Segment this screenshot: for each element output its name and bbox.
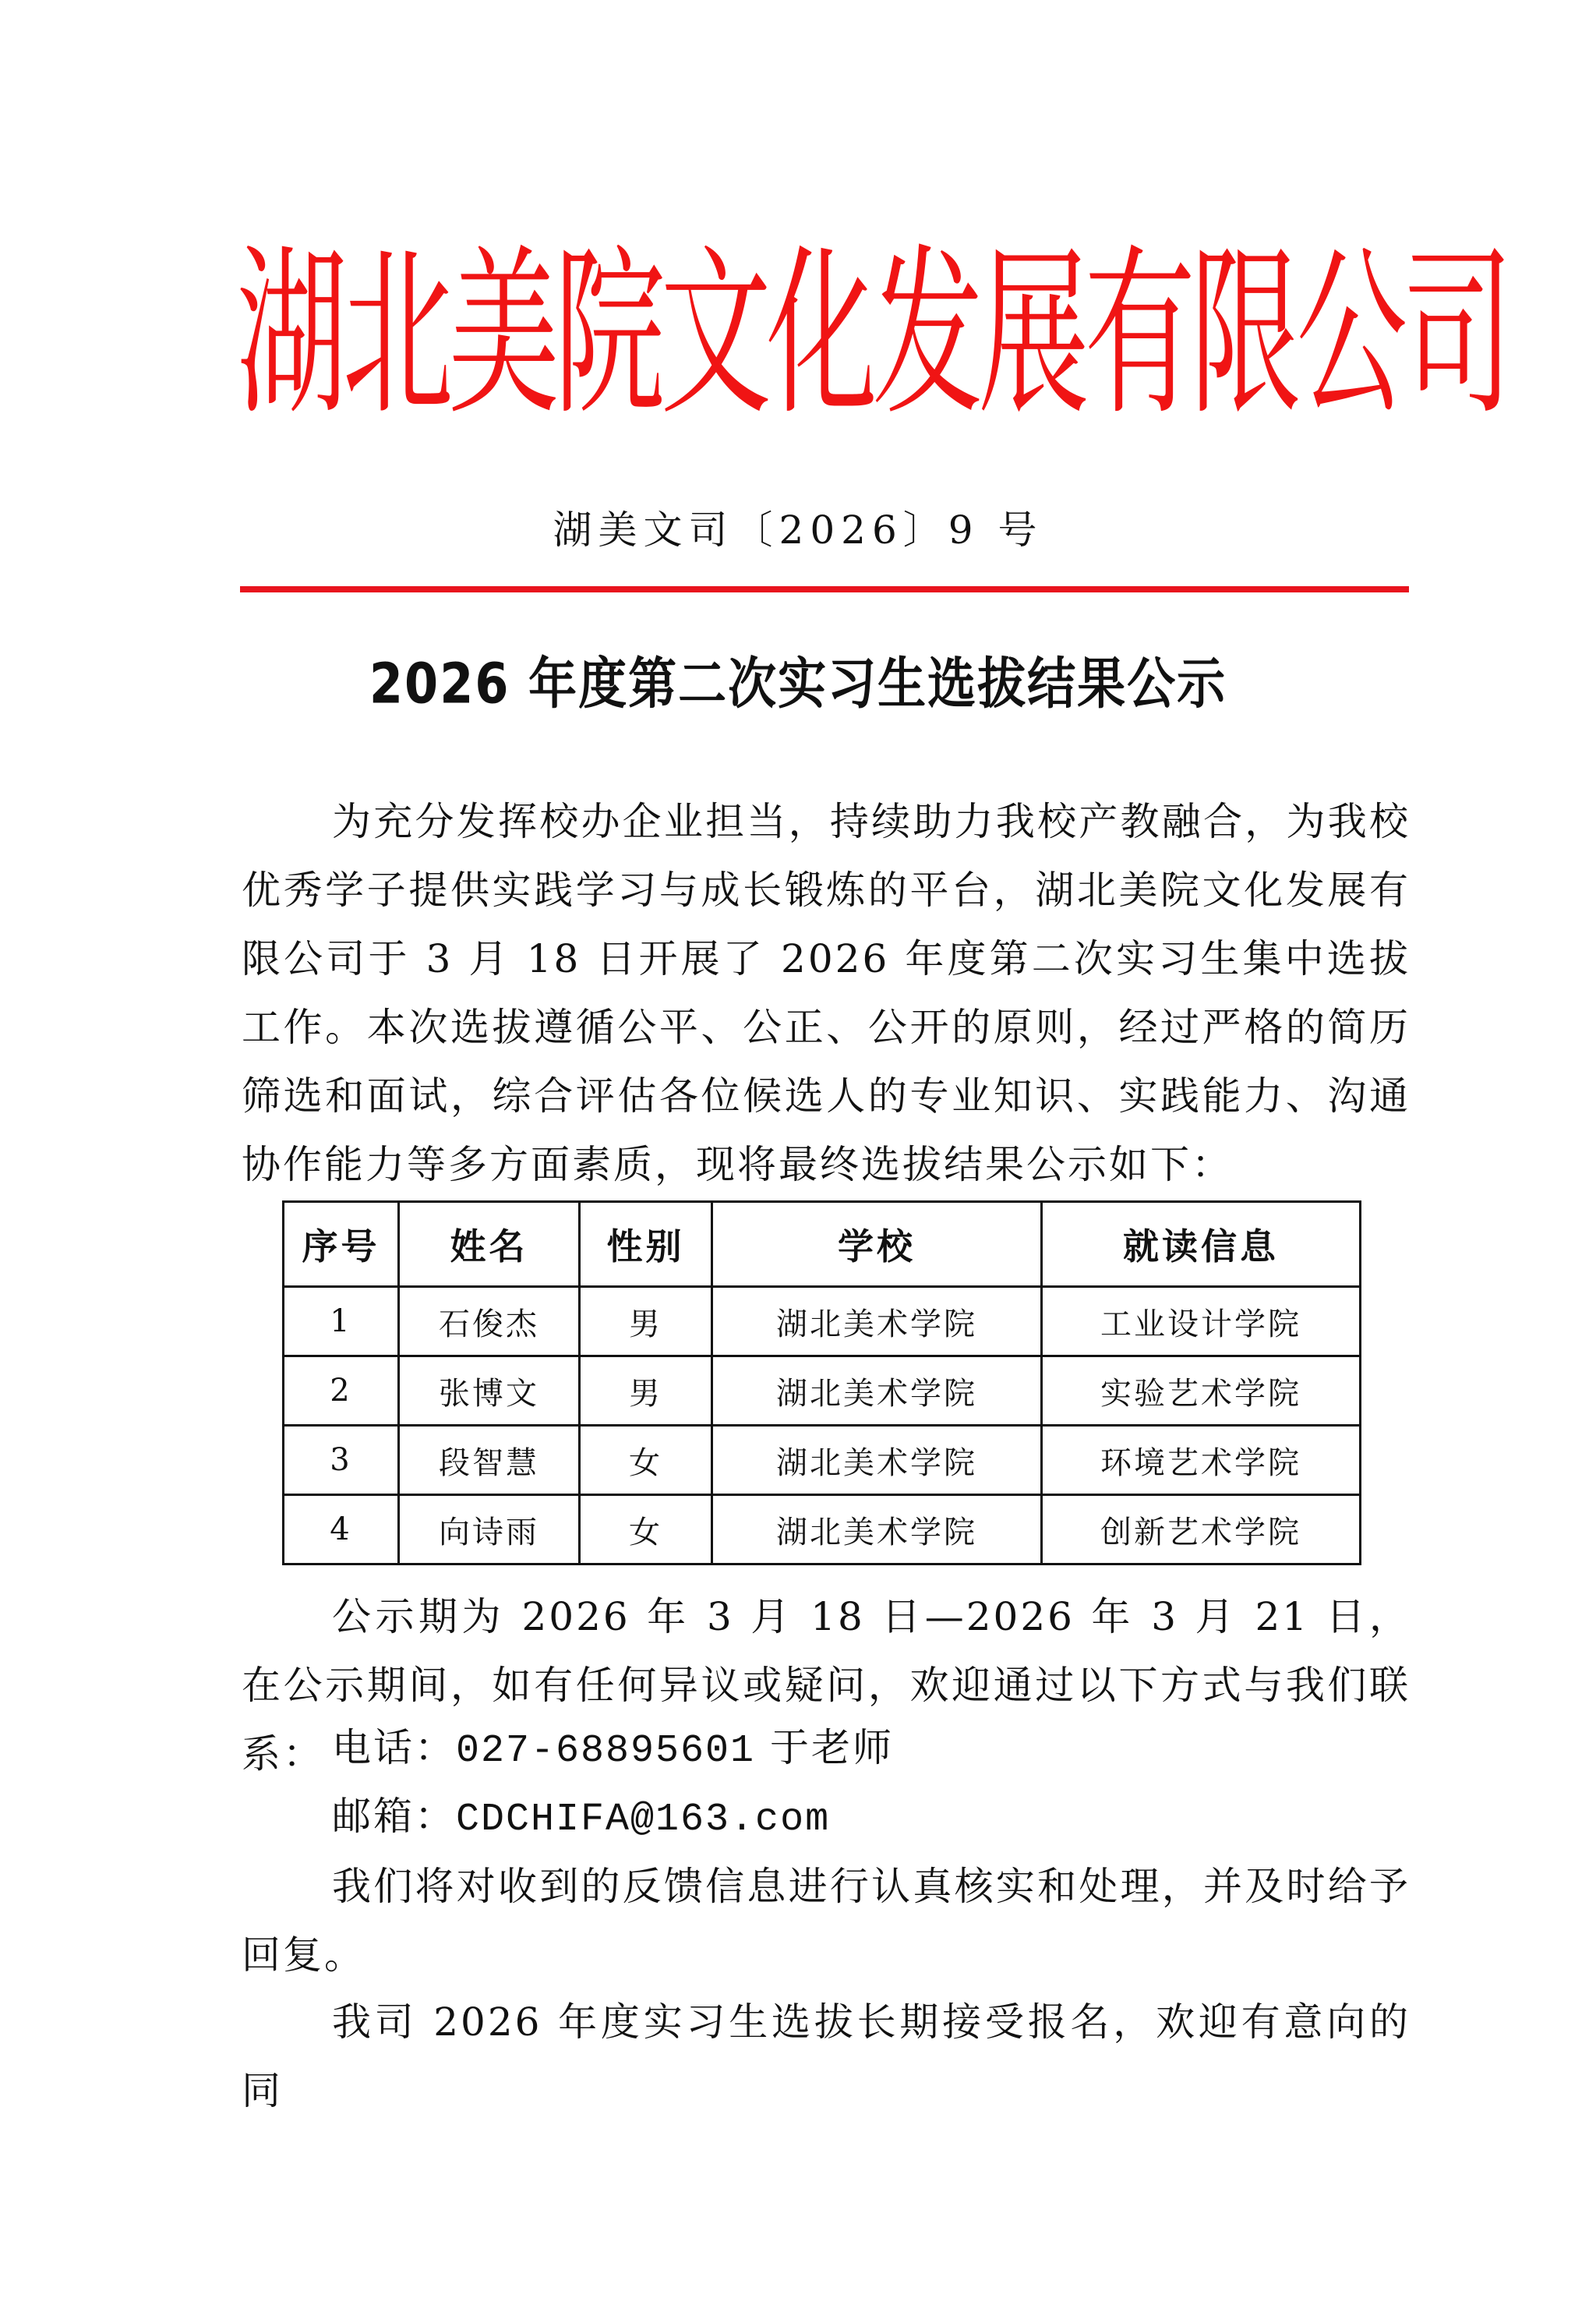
cell-college: 环境艺术学院 bbox=[1042, 1426, 1361, 1495]
cell-school: 湖北美术学院 bbox=[712, 1287, 1042, 1356]
document-title: 2026 年度第二次实习生选拔结果公示 bbox=[369, 650, 1227, 716]
letterhead-char: 院 bbox=[554, 230, 666, 440]
header-school: 学校 bbox=[712, 1202, 1042, 1287]
letterhead-char: 公 bbox=[1296, 230, 1407, 440]
table-row bbox=[284, 1287, 1361, 1356]
cell-serial-number: 2 bbox=[284, 1356, 399, 1426]
letterhead-char: 发 bbox=[872, 230, 983, 440]
cell-school: 湖北美术学院 bbox=[712, 1426, 1042, 1495]
cell-college: 工业设计学院 bbox=[1042, 1287, 1361, 1356]
letterhead-char: 司 bbox=[1402, 230, 1513, 440]
email-address: CDCHIFA@163.com bbox=[456, 1798, 831, 1842]
phone-number: 027-68895601 bbox=[456, 1729, 756, 1773]
publicity-period-paragraph: 公示期为 2026 年 3 月 18 日—2026 年 3 月 21 日，在公示期间，如有任何异议或疑问，欢迎通过以下方式与我们联系： bbox=[242, 1594, 1411, 1777]
header-serial-number: 序号 bbox=[284, 1202, 399, 1287]
feedback-paragraph: 我们将对收到的反馈信息进行认真核实和处理，并及时给予回复。 bbox=[242, 1864, 1411, 1978]
document-number: 湖美文司〔2026〕9 号 bbox=[553, 507, 1043, 553]
red-divider-rule bbox=[240, 586, 1409, 592]
cell-gender: 女 bbox=[580, 1426, 712, 1495]
cell-school: 湖北美术学院 bbox=[712, 1356, 1042, 1426]
letterhead-char: 湖 bbox=[236, 230, 348, 440]
contact-phone-line bbox=[332, 1713, 1345, 1786]
cell-name: 向诗雨 bbox=[399, 1495, 580, 1564]
letterhead-company-name bbox=[234, 179, 1513, 493]
header-name: 姓名 bbox=[399, 1202, 580, 1287]
cell-serial-number: 1 bbox=[284, 1287, 399, 1356]
letterhead-char: 限 bbox=[1190, 230, 1301, 440]
cell-gender: 男 bbox=[580, 1287, 712, 1356]
letterhead-char: 文 bbox=[660, 230, 772, 440]
cell-school: 湖北美术学院 bbox=[712, 1495, 1042, 1564]
table-row bbox=[284, 1426, 1361, 1495]
cell-gender: 男 bbox=[580, 1356, 712, 1426]
cell-name: 张博文 bbox=[399, 1356, 580, 1426]
header-gender: 性别 bbox=[580, 1202, 712, 1287]
table-row bbox=[284, 1356, 1361, 1426]
letterhead-char: 美 bbox=[448, 230, 560, 440]
table-header-row bbox=[284, 1202, 1361, 1287]
cell-college: 创新艺术学院 bbox=[1042, 1495, 1361, 1564]
email-label: 邮箱： bbox=[332, 1794, 456, 1839]
letterhead-char: 有 bbox=[1084, 230, 1195, 440]
intro-paragraph: 为充分发挥校办企业担当，持续助力我校产教融合，为我校优秀学子提供实践学习与成长锻炼的平台，湖北美院文化发展有限公司于 3 月 18 日开展了 2026 年度第二次实习生集中选拔工作。本次选拔遵循公平、公正、公开的原则，经过严格的简历筛选和面试，综合评估各位候选人的专业知识、实践能力、沟通协作能力等多方面素质，现将最终选拔结果公示如下： bbox=[242, 799, 1411, 1187]
cell-gender: 女 bbox=[580, 1495, 712, 1564]
letterhead-char: 展 bbox=[978, 230, 1089, 440]
phone-contact-person: 于老师 bbox=[755, 1725, 894, 1770]
letterhead-char: 北 bbox=[342, 230, 454, 440]
cell-name: 石俊杰 bbox=[399, 1287, 580, 1356]
header-college: 就读信息 bbox=[1042, 1202, 1361, 1287]
table-row bbox=[284, 1495, 1361, 1564]
cell-serial-number: 4 bbox=[284, 1495, 399, 1564]
enrollment-paragraph: 我司 2026 年度实习生选拔长期接受报名，欢迎有意向的同 bbox=[242, 1999, 1411, 2113]
letterhead-char: 化 bbox=[766, 230, 877, 440]
cell-college: 实验艺术学院 bbox=[1042, 1356, 1361, 1426]
contact-email-line bbox=[332, 1782, 1345, 1854]
selection-results-table bbox=[282, 1200, 1361, 1565]
cell-serial-number: 3 bbox=[284, 1426, 399, 1495]
cell-name: 段智慧 bbox=[399, 1426, 580, 1495]
phone-label: 电话： bbox=[332, 1725, 456, 1770]
